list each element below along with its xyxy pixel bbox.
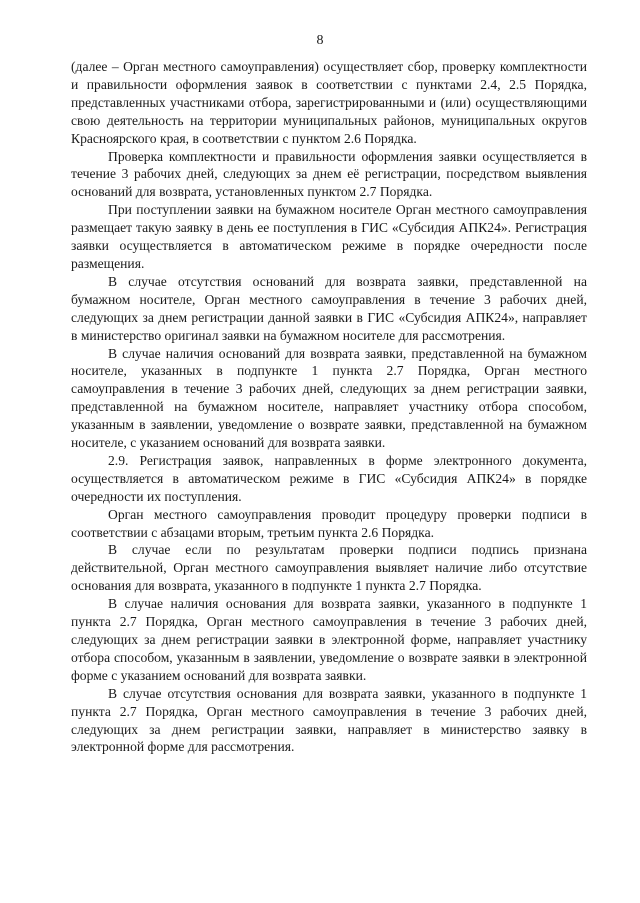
paragraph-paper-submission: При поступлении заявки на бумажном носителе Орган местного самоуправления размещает такую заявку в день ее поступления в ГИС «Субсидия АПК24». Регистрация заявки осуществляется в автоматическом режиме в порядке очередности после размещения. xyxy=(71,202,587,271)
paragraph-continuation: (далее – Орган местного самоуправления) осуществляет сбор, проверку комплектности и правильности оформления заявок в соответствии с пунктами 2.4, 2.5 Порядка, представленных участниками отбора, зарегистрированными и (или) осуществляющими свою деятельность на территории муниципальных районов, муниципальных округов Красноярского края, в соответствии с пунктом 2.6 Порядка. xyxy=(71,59,587,146)
paragraph-paper-no-grounds: В случае отсутствия оснований для возврата заявки, представленной на бумажном носителе, Орган местного самоуправления в течение 3 рабочих дней, следующих за днем регистрации данной заявки в ГИС «Субсидия АПК24», направляет в министерство оригинал заявки на бумажном носителе для рассмотрения. xyxy=(71,273,587,343)
paragraph-paper-return: В случае наличия оснований для возврата заявки, представленной на бумажном носителе, указанных в подпункте 1 пункта 2.7 Порядка, Орган местного самоуправления в течение 3 рабочих дней, следующих за днем регистрации заявки, представленной на бумажном носителе, направляет участнику отбора способом, указанным в заявлении, уведомление о возврате заявки, представленной на бумажном носителе, с указанием оснований для возврата заявки. xyxy=(71,345,587,451)
paragraph-signature-valid: В случае если по результатам проверки подписи подпись признана действительной, Орган местного самоуправления выявляет наличие либо отсутствие основания для возврата, указанного в подпункте 1 пункта 2.7 Порядка. xyxy=(71,542,587,594)
paragraph-signature-check: Орган местного самоуправления проводит процедуру проверки подписи в соответствии с абзацами вторым, третьим пункта 2.6 Порядка. xyxy=(71,506,587,540)
paragraph-electronic-forward: В случае отсутствия основания для возврата заявки, указанного в подпункте 1 пункта 2.7 Порядка, Орган местного самоуправления в течение 3 рабочих дней, следующих за днем регистрации заявки, направляет в министерство заявку в электронной форме для рассмотрения. xyxy=(71,685,587,755)
page-number: 8 xyxy=(316,33,324,48)
document-body xyxy=(71,58,587,756)
paragraph-electronic-return: В случае наличия основания для возврата заявки, указанного в подпункте 1 пункта 2.7 Порядка, Орган местного самоуправления в течение 3 рабочих дней, следующих за днем регистрации заявки в электронной форме, направляет участнику отбора способом, указанным в заявлении, уведомление о возврате заявки в электронной форме с указанием оснований для возврата заявки. xyxy=(71,596,587,683)
paragraph-section-2-9: 2.9. Регистрация заявок, направленных в форме электронного документа, осуществляется в автоматическом режиме в ГИС «Субсидия АПК24» в порядке очередности их поступления. xyxy=(71,452,587,504)
paragraph-verification-period: Проверка комплектности и правильности оформления заявки осуществляется в течение 3 рабочих дней, следующих за днем её регистрации, посредством выявления оснований для возврата, установленных пунктом 2.7 Порядка. xyxy=(71,148,587,200)
